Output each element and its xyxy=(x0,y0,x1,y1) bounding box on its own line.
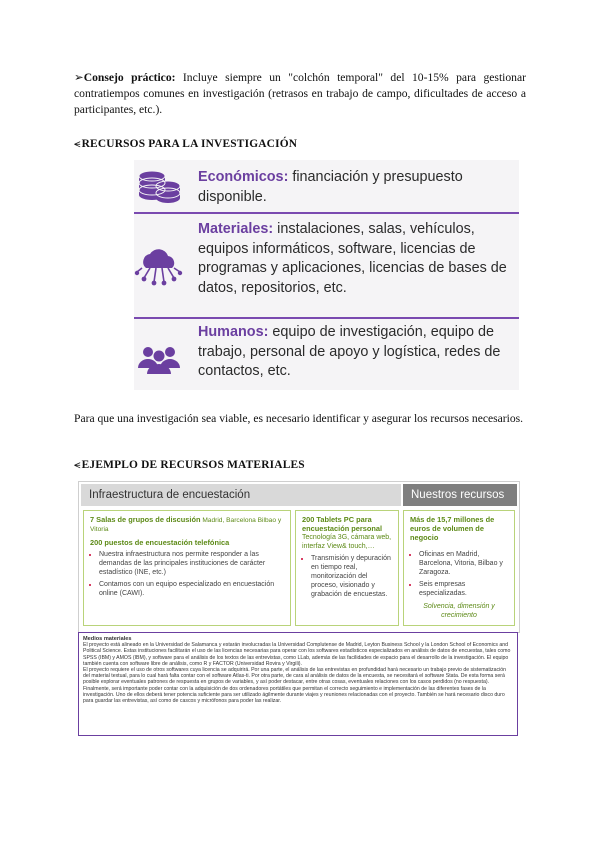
material-resources-example xyxy=(78,481,520,633)
coins-icon xyxy=(134,166,184,210)
resource-text: equipo de investigación, equipo de trabajo, personal de apoyo y logística, redes de contactos, etc. xyxy=(198,324,501,379)
divider xyxy=(134,317,519,319)
cloud-network-icon xyxy=(134,246,184,290)
section-title: EJEMPLO DE RECURSOS MATERIALES xyxy=(81,459,305,471)
resource-text: instalaciones, salas, vehículos, equipos informáticos, software, licencias de programas y aplicaciones, licencias de bases de datos, repositorios, etc. xyxy=(198,221,507,296)
list-item: • Seis empresas especializadas. xyxy=(419,580,508,598)
section-title: RECURSOS PARA LA INVESTIGACIÓN xyxy=(81,138,298,150)
resource-keyword: Económicos: xyxy=(198,169,289,185)
revenue-title: Más de 15,7 millones de euros de volumen de negocio xyxy=(410,515,495,542)
tablets-title: 200 Tablets PC para encuestación personal xyxy=(302,515,383,533)
list-item: • Contamos con un equipo especializado en encuestación online (CAWI). xyxy=(99,580,284,598)
resources-graphic xyxy=(134,160,519,390)
phone-stations-title: 200 puestos de encuestación telefónica xyxy=(90,538,230,547)
business-column xyxy=(403,510,515,626)
section-heading-material-example xyxy=(74,459,305,472)
section-heading-resources xyxy=(74,138,297,151)
list-item: • Oficinas en Madrid, Barcelona, Vitoria, Bilbao y Zaragoza. xyxy=(419,550,508,577)
divider xyxy=(134,212,519,214)
material-notes-box xyxy=(78,632,518,736)
list-item: • Nuestra infraestructura nos permite responder a las demandas de las principales instituciones de carácter estadístico (INE, etc.) xyxy=(99,550,284,577)
rooms-title: 7 Salas de grupos de discusión xyxy=(90,515,201,524)
infrastructure-column xyxy=(83,510,291,626)
tip-label: Consejo práctico: xyxy=(83,71,176,84)
resource-keyword: Materiales: xyxy=(198,221,274,237)
notes-line: El proyecto está alineado en la Universidad de Salamanca y estarán involucradas la Universidad Complutense de Madrid, Leyton Business School y la London School of Economics and Political Science. Estas instituciones facilitarán el uso de las licencias necesarias para operar con los softwares estadísticos especializados en análisis de datos de encuestas, tales como SPSS (IBM) y AMOS (IBM), y software para el análisis de los textos de las entrevistas, como LLab, además de las facilidades de espacio para el desarrollo de la investigación. El equipo también cuenta con software libre de análisis, como R y FACTOR (Universidad Rovira y Virgili). xyxy=(83,642,511,667)
notes-title: Medios materiales xyxy=(83,636,132,642)
hand-arrow-icon: ⪪ xyxy=(74,459,81,471)
tablets-column xyxy=(295,510,399,626)
our-resources-header: Nuestros recursos xyxy=(403,484,517,506)
notes-line: El proyecto requiere el uso de otros softwares cuya licencia se adquirirá. Por una parte, el análisis de las entrevistas en profundidad hará necesario un trabajo previo de sistematización del material textual, para lo cual hará falta contar con el software Atlas-ti. Por otra parte, de cara al análisis de datos de la encuesta, se necesitará el software Stata. De esta forma será posible explorar eventuales patrones de respuesta en grupos de variables, y así poder destacar, entre otras cosas, eventuales relaciones con los casos perdidos (no respuesta). xyxy=(83,667,507,686)
resource-text: financiación y presupuesto disponible. xyxy=(198,169,463,205)
resource-keyword: Humanos: xyxy=(198,324,269,340)
arrow-icon: ➢ xyxy=(74,71,84,84)
tip-text: Incluye siempre un "colchón temporal" del 10-15% para gestionar contratiempos comunes en investigación (retrasos en trabajo de campo, dificultades de acceso a participantes, etc.). xyxy=(74,71,526,116)
rooms-locations: Madrid, Barcelona Bilbao y Vitoria xyxy=(90,517,282,533)
infrastructure-header: Infraestructura de encuestación xyxy=(81,484,401,506)
people-icon xyxy=(134,338,184,382)
solvency-tagline: Solvencia, dimensión y crecimiento xyxy=(423,603,495,619)
tip-paragraph xyxy=(74,70,526,118)
notes-line: Finalmente, será importante poder contar con la adquisición de dos ordenadores portátiles que permitan el correcto seguimiento e implementación de las diferentes fases de la investigación. Uno de ellos deberá tener potencia suficiente para ser utilizado ágilmente durante viajes y reuniones relacionadas con el proyecto. También se hará necesario disco duro para guardar las entrevistas, así como de cascos y micrófonos para poder las realizar. xyxy=(83,685,505,705)
viability-paragraph: Para que una investigación sea viable, es necesario identificar y asegurar los recursos necesarios. xyxy=(74,412,524,425)
list-item: • Transmisión y depuración en tiempo real, monitorización del proceso, visionado y grabación de encuestas. xyxy=(311,554,392,599)
tablets-sub: Tecnología 3G, cámara web, interfaz View& touch,… xyxy=(302,534,392,550)
hand-arrow-icon: ⪪ xyxy=(74,138,81,150)
